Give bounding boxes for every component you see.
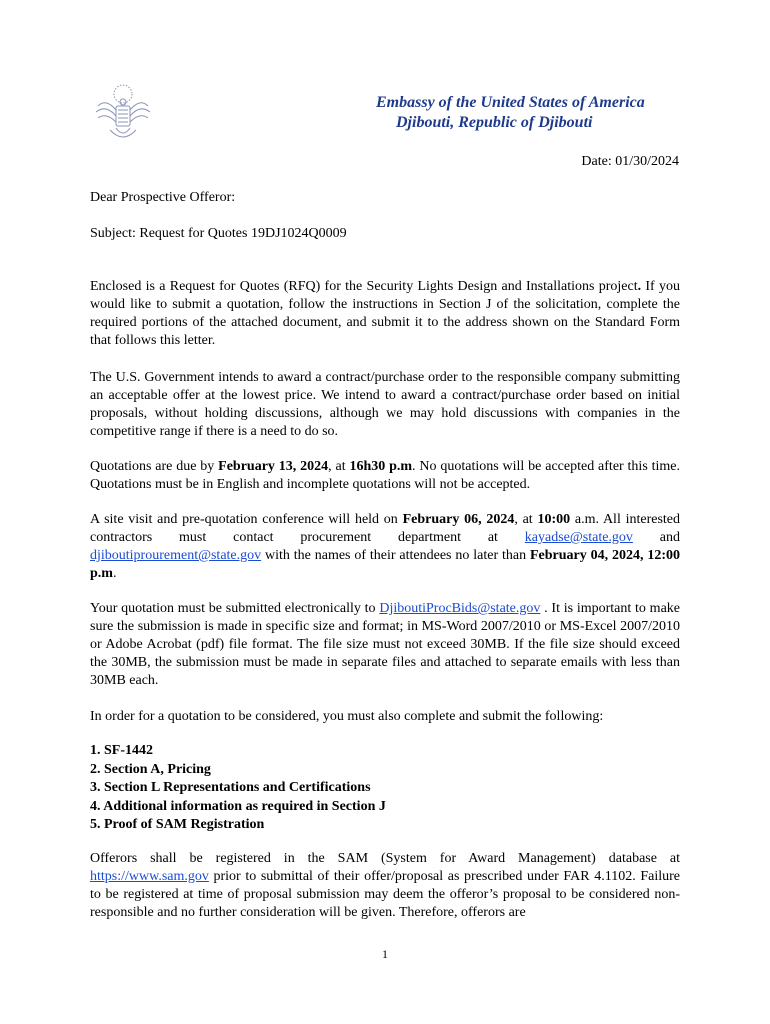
list-item: 3. Section L Representations and Certifications	[90, 780, 371, 795]
paragraph-award: The U.S. Government intends to award a contract/purchase order to the responsible company submitting an acceptable offer at the lowest price. We intend to award a contract/purchase order based on initial proposals, without holding discussions, although we may hold discussions with companies in the competitive range if there is a need to do so.	[90, 370, 680, 439]
embassy-name: Embassy of the United States of America	[376, 94, 645, 111]
paragraph-submission: Your quotation must be submitted electronically to DjiboutiProcBids@state.gov . It is important to make sure the submission is made in specific size and format; in MS-Word 2007/2010 or MS-Excel 2007/2010 or Adobe Acrobat (pdf) file format. The file size must not exceed 30MB. If the file size should exceed the 30MB, the submission must be made in separate files and attached to separate emails with less than 30MB each.	[90, 601, 680, 688]
subject-line: Subject: Request for Quotes 19DJ1024Q0009	[90, 226, 347, 241]
procurement-email-link[interactable]: djiboutiprourement@state.gov	[90, 548, 262, 563]
page-number: 1	[382, 947, 388, 961]
paragraph-requirements: In order for a quotation to be considered, you must also complete and submit the following:	[90, 709, 604, 724]
list-item: 4. Additional information as required in Section J	[90, 798, 386, 814]
greeting: Dear Prospective Offeror:	[90, 190, 236, 205]
paragraph-sam: Offerors shall be registered in the SAM (System for Award Management) database at https://www.sam.gov prior to submittal of their offer/proposal as prescribed under FAR 4.1102. Failure to be registered at time of proposal submission may deem the offeror’s proposal to be considered non-responsible and no further consideration will be given. Therefore, offerors are	[90, 851, 680, 920]
sam-gov-link[interactable]: https://www.sam.gov	[90, 869, 209, 884]
paragraph-due-date: Quotations are due by February 13, 2024, at 16h30 p.m. No quotations will be accepted after this time. Quotations must be in English and incomplete quotations will not be accepted.	[90, 459, 681, 492]
list-item: 1. SF-1442	[90, 743, 153, 758]
requirements-list	[90, 742, 386, 835]
list-item: 2. Section A, Pricing	[90, 761, 211, 777]
great-seal-icon	[92, 80, 154, 146]
paragraph-site-visit: A site visit and pre-quotation conference will held on February 06, 2024, at 10:00 a.m. All interested contractors must contact procurement department at kayadse@state.gov and djiboutiprourement@state.gov with the names of their attendees no later than February 04, 2024, 12:00 p.m.	[90, 512, 680, 581]
embassy-location: Djibouti, Republic of Djibouti	[396, 114, 593, 131]
kayadse-email-link[interactable]: kayadse@state.gov	[524, 530, 633, 545]
proc-bids-email-link[interactable]: DjiboutiProcBids@state.gov	[379, 601, 541, 616]
list-item: 5. Proof of SAM Registration	[90, 817, 265, 832]
letter-date: Date: 01/30/2024	[581, 154, 679, 169]
paragraph-rfq-intro: Enclosed is a Request for Quotes (RFQ) for the Security Lights Design and Installations project. If you would like to submit a quotation, follow the instructions in Section J of the solicitation, complete the required portions of the attached document, and submit it to the address shown on the Standard Form that follows this letter.	[90, 279, 680, 348]
